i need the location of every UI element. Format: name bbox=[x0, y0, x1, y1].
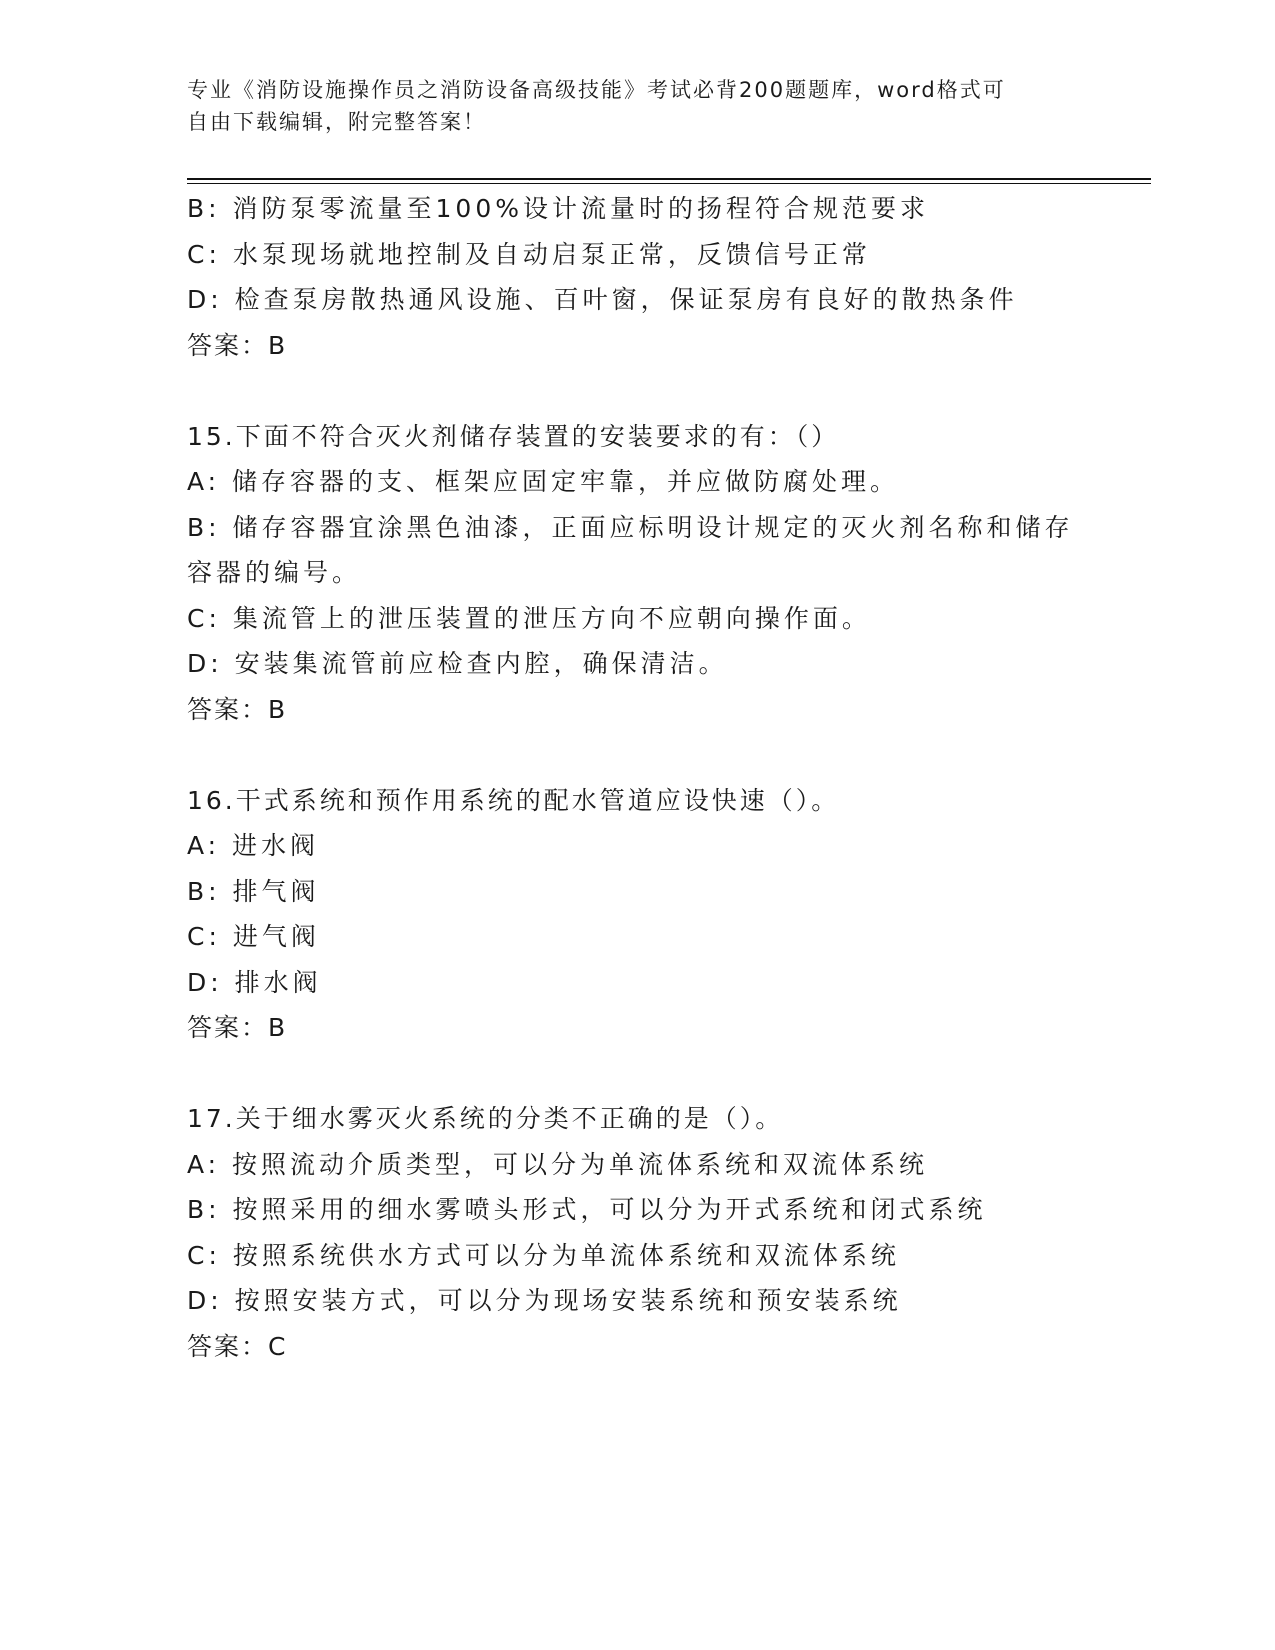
option-c: C: 按照系统供水方式可以分为单流体系统和双流体系统 bbox=[187, 1240, 900, 1270]
option-b: B: 排气阀 bbox=[187, 876, 320, 906]
option-d: D: 按照安装方式，可以分为现场安装系统和预安装系统 bbox=[187, 1286, 902, 1315]
option-c: C: 集流管上的泄压装置的泄压方向不应朝向操作面。 bbox=[187, 603, 871, 633]
question-text: 17.关于细水雾灭火系统的分类不正确的是（）。 bbox=[187, 1104, 784, 1133]
option-b-continued: 容器的编号。 bbox=[187, 558, 362, 587]
option-b: B: 储存容器宜涂黑色油漆，正面应标明设计规定的灭火剂名称和储存 bbox=[187, 512, 1074, 542]
option-c: C: 水泵现场就地控制及自动启泵正常，反馈信号正常 bbox=[187, 239, 871, 269]
question-text: 16.干式系统和预作用系统的配水管道应设快速（）。 bbox=[187, 785, 840, 815]
option-a: A: 按照流动介质类型，可以分为单流体系统和双流体系统 bbox=[187, 1149, 929, 1179]
question-content bbox=[187, 186, 1087, 1370]
carryover-block bbox=[187, 186, 1087, 369]
answer: 答案：B bbox=[187, 1013, 288, 1042]
header-line-1: 专业《消防设施操作员之消防设备高级技能》考试必背200题题库，word格式可 bbox=[187, 78, 1006, 102]
header-rule-thick bbox=[187, 178, 1151, 180]
question-text: 15.下面不符合灭火剂储存装置的安装要求的有：（） bbox=[187, 421, 840, 451]
option-b: B: 消防泵零流量至100%设计流量时的扬程符合规范要求 bbox=[187, 194, 929, 223]
option-d: D: 安装集流管前应检查内腔，确保清洁。 bbox=[187, 649, 728, 678]
question-16 bbox=[187, 778, 1087, 1052]
option-d: D: 检查泵房散热通风设施、百叶窗，保证泵房有良好的散热条件 bbox=[187, 285, 1018, 314]
document-header bbox=[187, 74, 1067, 138]
option-c: C: 进气阀 bbox=[187, 922, 320, 951]
option-d: D: 排水阀 bbox=[187, 967, 322, 997]
header-rule-thin bbox=[187, 183, 1151, 184]
answer: 答案：B bbox=[187, 694, 288, 724]
header-line-2: 自由下载编辑，附完整答案！ bbox=[187, 110, 486, 134]
option-a: A: 进水阀 bbox=[187, 831, 320, 860]
answer: 答案：C bbox=[187, 1331, 288, 1361]
question-17 bbox=[187, 1096, 1087, 1370]
question-15 bbox=[187, 414, 1087, 733]
answer: 答案：B bbox=[187, 330, 288, 360]
option-b: B: 按照采用的细水雾喷头形式，可以分为开式系统和闭式系统 bbox=[187, 1195, 987, 1224]
option-a: A: 储存容器的支、框架应固定牢靠，并应做防腐处理。 bbox=[187, 467, 900, 496]
